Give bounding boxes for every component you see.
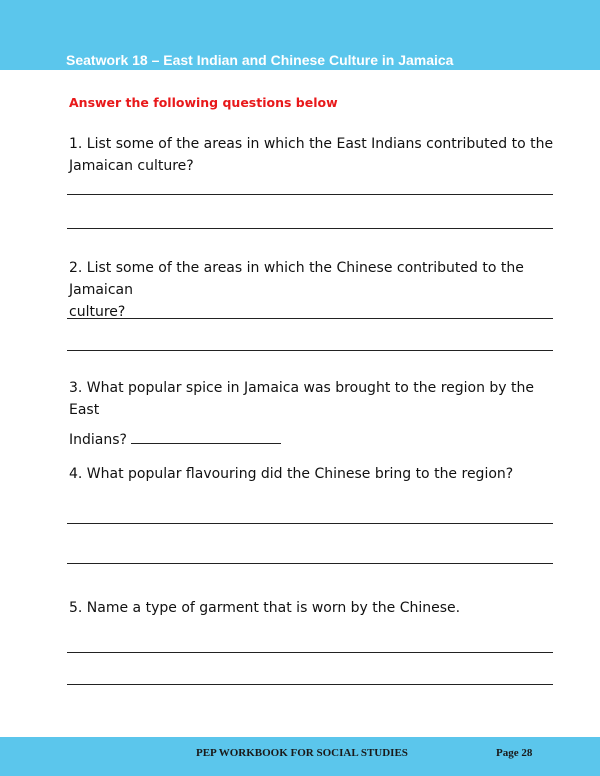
question-5: [69, 597, 559, 619]
footer-title: PEP WORKBOOK FOR SOCIAL STUDIES: [196, 747, 408, 759]
instruction-text: Answer the following questions below: [69, 95, 338, 110]
question-1: [69, 133, 559, 177]
answer-line-5a[interactable]: [67, 652, 553, 653]
answer-line-1b[interactable]: [67, 228, 553, 229]
question-1-line-2: Jamaican culture?: [69, 158, 194, 174]
footer-bar: [0, 737, 600, 776]
question-1-line-1: 1. List some of the areas in which the East Indians contributed to the: [69, 136, 554, 152]
question-3-line-1: 3. What popular spice in Jamaica was brought to the region by the East: [69, 380, 535, 418]
answer-line-5b[interactable]: [67, 684, 553, 685]
answer-line-2a[interactable]: [67, 318, 553, 319]
answer-line-4a[interactable]: [67, 523, 553, 524]
question-2-line-2: culture?: [69, 304, 126, 320]
question-3-line-2: Indians?: [69, 432, 127, 448]
answer-line-4b[interactable]: [67, 563, 553, 564]
answer-line-1a[interactable]: [67, 194, 553, 195]
question-4: [69, 463, 559, 485]
question-3: [69, 377, 559, 451]
question-5-line-1: 5. Name a type of garment that is worn by the Chinese.: [69, 600, 461, 616]
header-bar: [0, 0, 600, 70]
question-2: [69, 257, 559, 323]
answer-blank-3[interactable]: [131, 431, 281, 444]
answer-line-2b[interactable]: [67, 350, 553, 351]
question-4-line-1: 4. What popular flavouring did the Chinese bring to the region?: [69, 466, 514, 482]
question-3-line-2-row: [69, 429, 559, 451]
page-title: Seatwork 18 – East Indian and Chinese Culture in Jamaica: [66, 52, 454, 68]
page-number: Page 28: [496, 747, 533, 759]
question-2-line-1: 2. List some of the areas in which the Chinese contributed to the Jamaican: [69, 260, 524, 298]
